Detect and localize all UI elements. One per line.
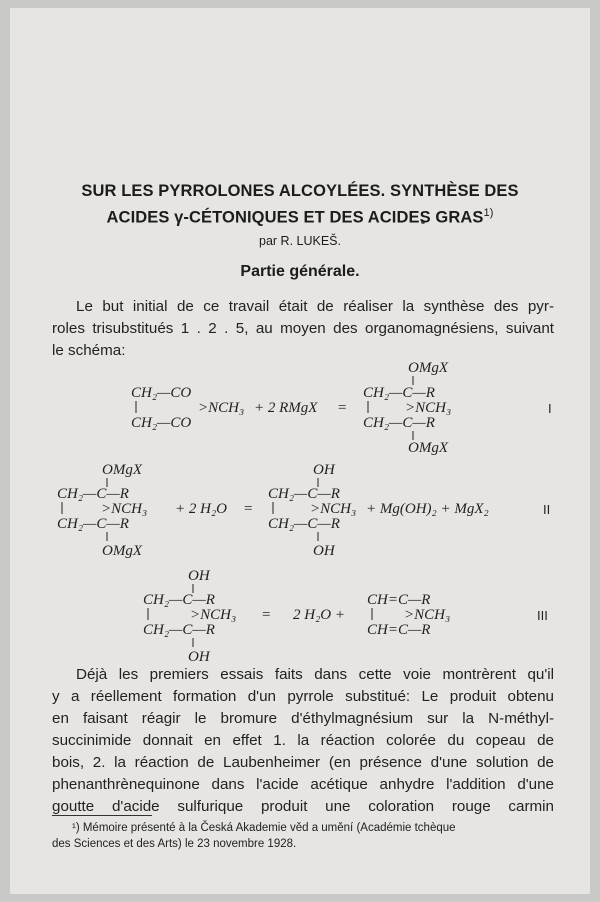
eq2-products: + Mg(OH)₂ + MgX₂ — [366, 501, 489, 517]
body-line: Déjà les premiers essais faits dans cette voie montrèrent qu'il — [76, 666, 554, 683]
eq1-right-top-sub: OMgX — [408, 360, 448, 376]
eq3-label: III — [537, 608, 548, 623]
eq1-left-bot: CH₂—CO — [131, 415, 192, 431]
footnote-line: des Sciences et des Arts) le 23 novembre 1928. — [52, 838, 297, 850]
eq2-left-bot-sub: OMgX — [102, 543, 142, 559]
author-line: par R. LUKEŠ. — [259, 234, 341, 248]
eq1-left-top: CH₂—CO — [131, 385, 192, 401]
eq3-left-nch3: >NCH₃ — [190, 607, 237, 623]
intro-line: Le but initial de ce travail était de réaliser la synthèse des pyr- — [76, 298, 554, 315]
title-line-2: ACIDES γ-CÉTONIQUES ET DES ACIDES GRAS$^{1)}$ — [106, 207, 494, 227]
eq1-right-bot-sub: OMgX — [408, 440, 448, 456]
eq1-right-nch3: >NCH₃ — [405, 400, 452, 416]
body-line: en faisant réagir le bromure d'éthylmagnésium sur la N-méthyl- — [52, 710, 554, 727]
footnote-line: ¹) Mémoire présenté à la Česká Akademie věd a umění (Académie tchèque — [72, 822, 456, 834]
body-line: succinimide donnait en effet 1. la réaction colorée du copeau de — [52, 732, 554, 749]
eq1-label: I — [548, 401, 552, 416]
eq3-equals: = — [262, 607, 271, 623]
intro-line: roles trisubstitués 1 . 2 . 5, au moyen des organomagnésiens, suivant — [52, 320, 554, 337]
eq2-right-nch3: >NCH₃ — [310, 501, 357, 517]
footnote — [52, 820, 554, 852]
intro-line: le schéma: — [52, 342, 126, 359]
eq2-left-top: CH₂—C—R — [57, 486, 129, 502]
eq3-left-top: CH₂—C—R — [143, 592, 215, 608]
eq1-right-top: CH₂—C—R — [363, 385, 435, 401]
eq2-right-bot: CH₂—C—R — [268, 516, 340, 532]
eq3-right-bot: CH=C—R — [367, 622, 431, 638]
eq2-left-bot: CH₂—C—R — [57, 516, 129, 532]
eq3-left-bot: CH₂—C—R — [143, 622, 215, 638]
title-line-1: SUR LES PYRROLONES ALCOYLÉES. SYNTHÈSE DES — [81, 182, 519, 200]
eq1-reagent: + 2 RMgX — [254, 400, 318, 416]
eq3-right-top: CH=C—R — [367, 592, 431, 608]
eq2-left-top-sub: OMgX — [102, 462, 142, 478]
body-paragraph — [52, 664, 554, 818]
section-heading: Partie générale. — [240, 263, 360, 280]
eq3-left-bot-sub: OH — [188, 649, 210, 665]
eq2-right-bot-sub: OH — [313, 543, 335, 559]
footnote-rule — [52, 815, 152, 816]
eq2-left-nch3: >NCH₃ — [101, 501, 148, 517]
eq3-left-top-sub: OH — [188, 568, 210, 584]
eq1-right-bot: CH₂—C—R — [363, 415, 435, 431]
title-footnote-mark: 1) — [483, 207, 494, 219]
body-line: bois, 2. la réaction de Laubenheimer (en présence d'une solution de — [52, 754, 554, 771]
eq3-right-nch3: >NCH₃ — [404, 607, 451, 623]
eq3-water: 2 H₂O + — [293, 607, 346, 623]
eq2-right-top: CH₂—C—R — [268, 486, 340, 502]
eq1-nch3: >NCH₃ — [198, 400, 245, 416]
eq2-equals: = — [244, 501, 253, 517]
body-line: phenanthrènequinone dans l'acide acétique anhydre l'addition d'une — [52, 776, 554, 793]
eq2-label: II — [543, 502, 551, 517]
eq2-reagent: + 2 H₂O — [175, 501, 228, 517]
body-line: goutte d'acide sulfurique produit une coloration rouge carmin — [52, 798, 554, 815]
eq2-right-top-sub: OH — [313, 462, 335, 478]
eq1-equals: = — [338, 400, 347, 416]
body-line: y a réellement formation d'un pyrrole substitué: Le produit obtenu — [52, 688, 554, 705]
